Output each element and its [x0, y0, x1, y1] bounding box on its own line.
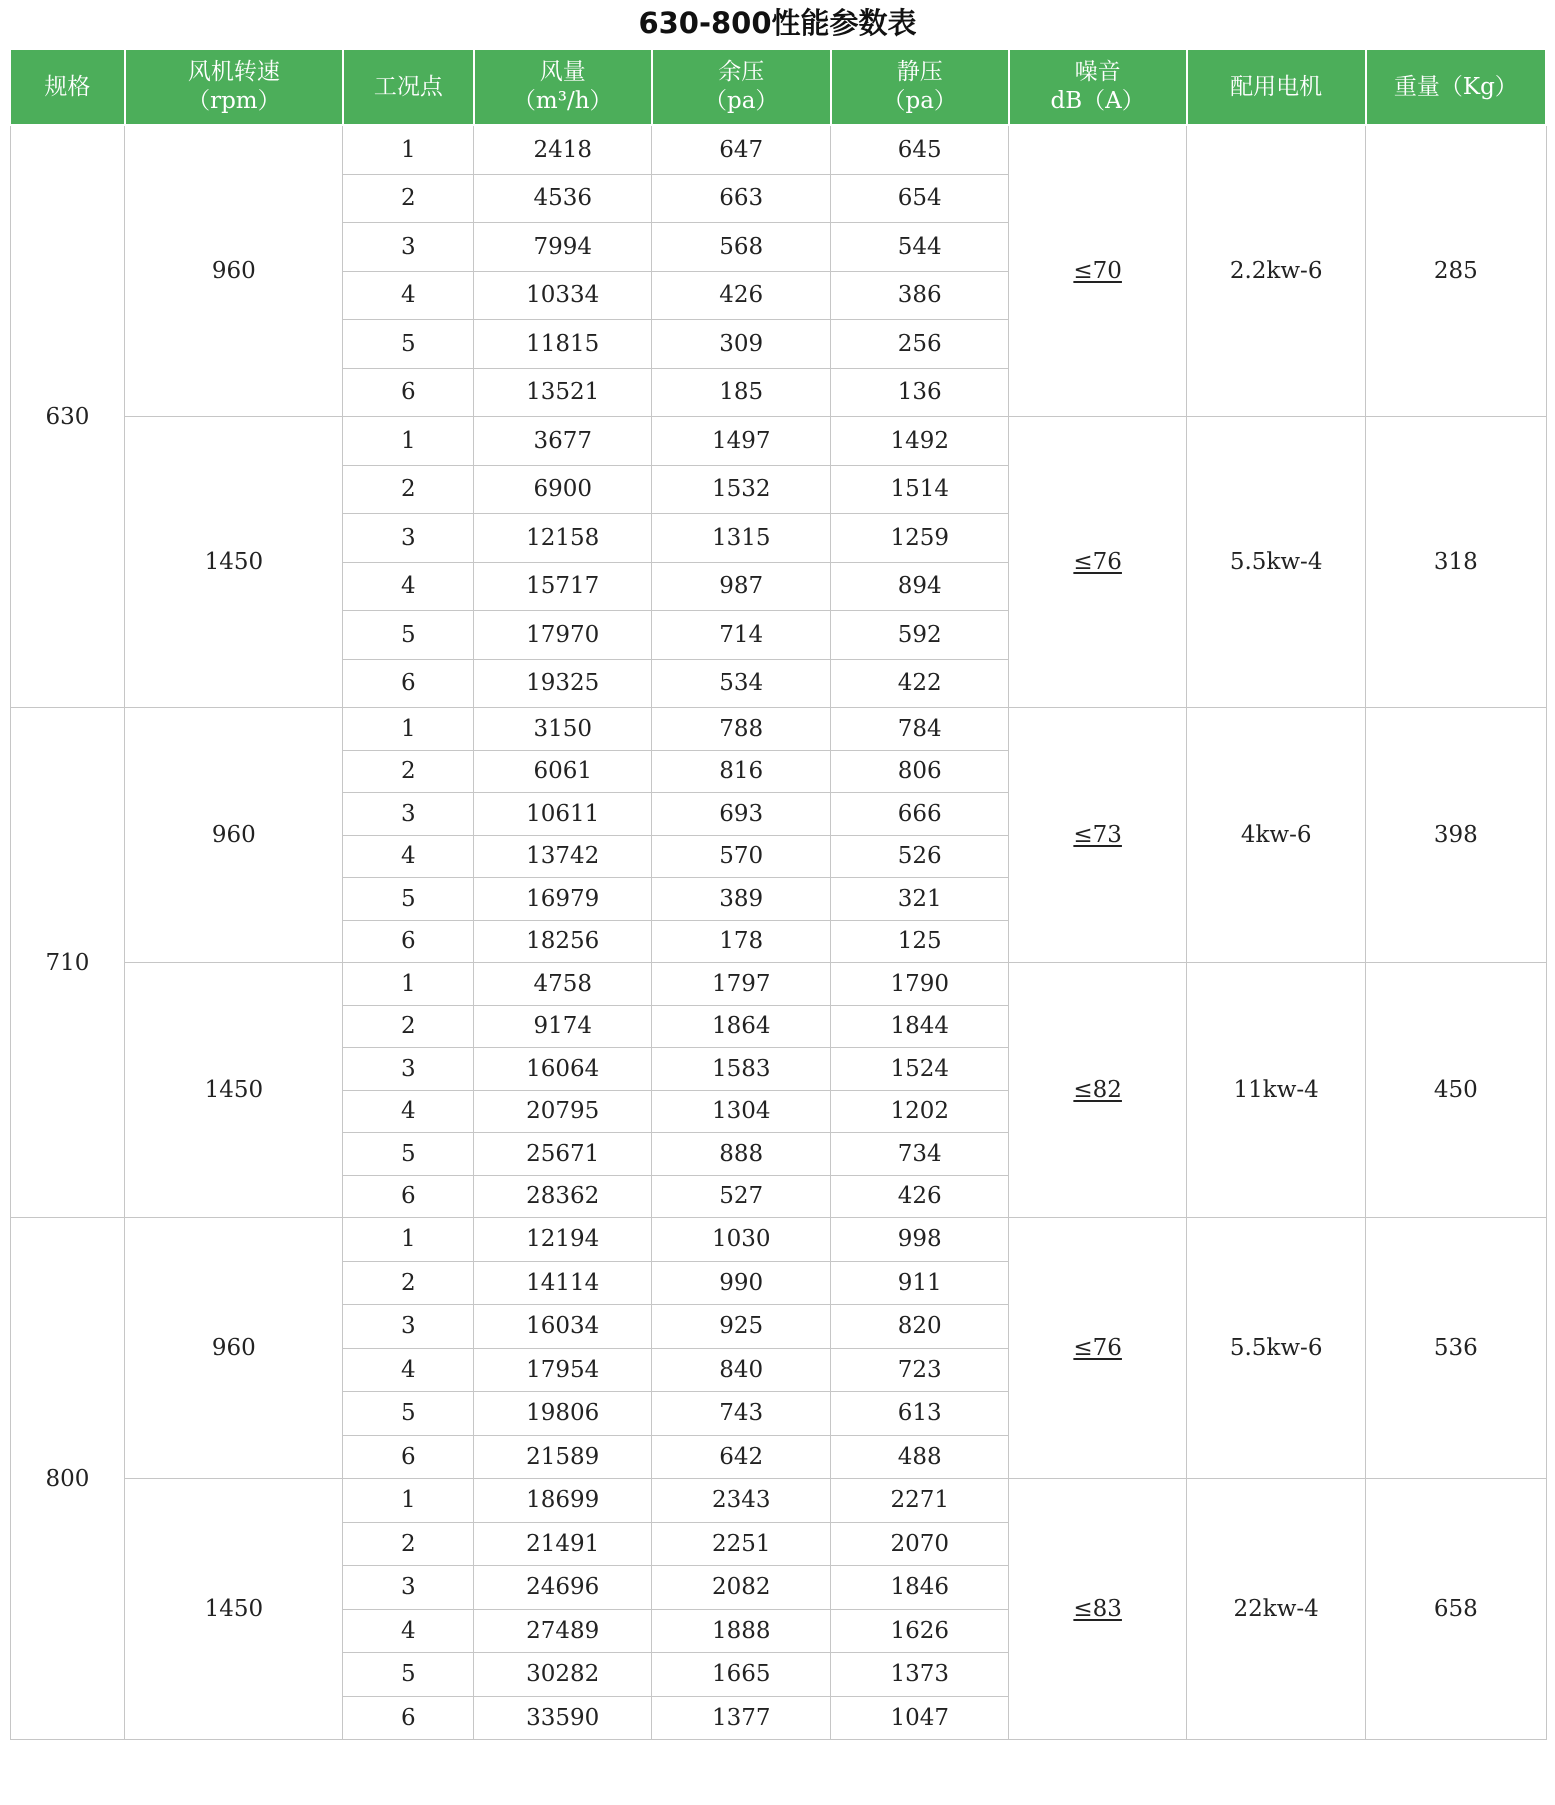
static-cell: 1492 — [831, 417, 1009, 466]
static-cell: 1524 — [831, 1048, 1009, 1091]
noise-cell: ≤70 — [1009, 125, 1187, 417]
flow-cell: 18699 — [474, 1479, 652, 1523]
header-noise — [1009, 49, 1187, 125]
flow-cell: 6061 — [474, 750, 652, 793]
noise-cell: ≤83 — [1009, 1479, 1187, 1740]
point-cell: 3 — [343, 1305, 474, 1349]
header-speed-unit: （rpm） — [187, 88, 281, 114]
weight-cell: 450 — [1366, 963, 1546, 1218]
point-cell: 4 — [343, 1090, 474, 1133]
point-cell: 5 — [343, 1392, 474, 1436]
static-cell: 256 — [831, 320, 1009, 369]
motor-cell: 2.2kw-6 — [1187, 125, 1366, 417]
weight-cell: 398 — [1366, 708, 1546, 963]
static-cell: 1844 — [831, 1005, 1009, 1048]
flow-cell: 12194 — [474, 1218, 652, 1262]
performance-table — [9, 48, 1547, 1740]
table-row — [10, 1218, 1546, 1262]
header-flow-unit: （m³/h） — [512, 88, 613, 114]
point-cell: 2 — [343, 1522, 474, 1566]
point-cell: 5 — [343, 1653, 474, 1697]
pressure-cell: 1864 — [652, 1005, 831, 1048]
static-cell: 820 — [831, 1305, 1009, 1349]
flow-cell: 28362 — [474, 1175, 652, 1218]
table-row — [10, 125, 1546, 174]
flow-cell: 21589 — [474, 1435, 652, 1479]
pressure-cell: 816 — [652, 750, 831, 793]
speed-cell: 1450 — [125, 963, 343, 1218]
flow-cell: 19325 — [474, 659, 652, 708]
static-cell: 2070 — [831, 1522, 1009, 1566]
pressure-cell: 1315 — [652, 514, 831, 563]
point-cell: 1 — [343, 1479, 474, 1523]
static-cell: 654 — [831, 174, 1009, 223]
flow-cell: 21491 — [474, 1522, 652, 1566]
pressure-cell: 714 — [652, 611, 831, 660]
point-cell: 6 — [343, 1696, 474, 1740]
point-cell: 2 — [343, 174, 474, 223]
table-header — [10, 49, 1546, 125]
pressure-cell: 1532 — [652, 465, 831, 514]
pressure-cell: 1665 — [652, 1653, 831, 1697]
speed-cell: 960 — [125, 1218, 343, 1479]
pressure-cell: 389 — [652, 878, 831, 921]
flow-cell: 33590 — [474, 1696, 652, 1740]
motor-cell: 4kw-6 — [1187, 708, 1366, 963]
static-cell: 386 — [831, 271, 1009, 320]
pressure-cell: 568 — [652, 223, 831, 272]
static-cell: 136 — [831, 368, 1009, 417]
header-pressure — [652, 49, 831, 125]
static-cell: 1846 — [831, 1566, 1009, 1610]
table-title: 630-800性能参数表 — [638, 6, 917, 40]
flow-cell: 4758 — [474, 963, 652, 1006]
point-cell: 3 — [343, 223, 474, 272]
static-cell: 666 — [831, 793, 1009, 836]
point-cell: 1 — [343, 1218, 474, 1262]
point-cell: 1 — [343, 963, 474, 1006]
pressure-cell: 570 — [652, 835, 831, 878]
pressure-cell: 309 — [652, 320, 831, 369]
pressure-cell: 743 — [652, 1392, 831, 1436]
spec-cell: 710 — [10, 708, 125, 1218]
weight-cell: 318 — [1366, 417, 1546, 708]
noise-cell: ≤76 — [1009, 1218, 1187, 1479]
motor-cell: 11kw-4 — [1187, 963, 1366, 1218]
pressure-cell: 1304 — [652, 1090, 831, 1133]
static-cell: 426 — [831, 1175, 1009, 1218]
header-motor: 配用电机 — [1187, 49, 1366, 125]
noise-cell: ≤82 — [1009, 963, 1187, 1218]
point-cell: 3 — [343, 1566, 474, 1610]
pressure-cell: 426 — [652, 271, 831, 320]
point-cell: 2 — [343, 1261, 474, 1305]
flow-cell: 10334 — [474, 271, 652, 320]
flow-cell: 17954 — [474, 1348, 652, 1392]
pressure-cell: 178 — [652, 920, 831, 963]
flow-cell: 27489 — [474, 1609, 652, 1653]
flow-cell: 25671 — [474, 1133, 652, 1176]
static-cell: 998 — [831, 1218, 1009, 1262]
point-cell: 3 — [343, 1048, 474, 1091]
pressure-cell: 1797 — [652, 963, 831, 1006]
point-cell: 1 — [343, 125, 474, 174]
point-cell: 4 — [343, 835, 474, 878]
flow-cell: 9174 — [474, 1005, 652, 1048]
flow-cell: 11815 — [474, 320, 652, 369]
flow-cell: 17970 — [474, 611, 652, 660]
point-cell: 6 — [343, 659, 474, 708]
static-cell: 321 — [831, 878, 1009, 921]
pressure-cell: 663 — [652, 174, 831, 223]
point-cell: 4 — [343, 1348, 474, 1392]
pressure-cell: 527 — [652, 1175, 831, 1218]
point-cell: 4 — [343, 271, 474, 320]
flow-cell: 14114 — [474, 1261, 652, 1305]
static-cell: 784 — [831, 708, 1009, 751]
motor-cell: 5.5kw-4 — [1187, 417, 1366, 708]
header-spec: 规格 — [10, 49, 125, 125]
table-row — [10, 1479, 1546, 1523]
spec-cell: 800 — [10, 1218, 125, 1740]
point-cell: 1 — [343, 417, 474, 466]
flow-cell: 3150 — [474, 708, 652, 751]
header-speed-label: 风机转速 — [187, 59, 280, 85]
static-cell: 1259 — [831, 514, 1009, 563]
point-cell: 6 — [343, 920, 474, 963]
static-cell: 592 — [831, 611, 1009, 660]
point-cell: 3 — [343, 514, 474, 563]
weight-cell: 285 — [1366, 125, 1546, 417]
weight-cell: 536 — [1366, 1218, 1546, 1479]
pressure-cell: 2343 — [652, 1479, 831, 1523]
header-point: 工况点 — [343, 49, 474, 125]
header-noise-unit: dB（A） — [1050, 88, 1145, 114]
point-cell: 4 — [343, 562, 474, 611]
point-cell: 5 — [343, 1133, 474, 1176]
spec-cell: 630 — [10, 125, 125, 708]
flow-cell: 24696 — [474, 1566, 652, 1610]
header-static-unit: （pa） — [882, 88, 957, 114]
motor-cell: 22kw-4 — [1187, 1479, 1366, 1740]
flow-cell: 10611 — [474, 793, 652, 836]
point-cell: 4 — [343, 1609, 474, 1653]
header-speed — [125, 49, 343, 125]
pressure-cell: 925 — [652, 1305, 831, 1349]
point-cell: 6 — [343, 1175, 474, 1218]
flow-cell: 18256 — [474, 920, 652, 963]
pressure-cell: 2251 — [652, 1522, 831, 1566]
flow-cell: 13742 — [474, 835, 652, 878]
header-noise-label: 噪音 — [1074, 59, 1121, 85]
point-cell: 2 — [343, 750, 474, 793]
motor-cell: 5.5kw-6 — [1187, 1218, 1366, 1479]
static-cell: 894 — [831, 562, 1009, 611]
static-cell: 723 — [831, 1348, 1009, 1392]
header-weight: 重量（Kg） — [1366, 49, 1546, 125]
flow-cell: 20795 — [474, 1090, 652, 1133]
header-pressure-label: 余压 — [718, 59, 765, 85]
point-cell: 5 — [343, 878, 474, 921]
flow-cell: 16064 — [474, 1048, 652, 1091]
pressure-cell: 788 — [652, 708, 831, 751]
static-cell: 422 — [831, 659, 1009, 708]
flow-cell: 3677 — [474, 417, 652, 466]
noise-cell: ≤73 — [1009, 708, 1187, 963]
pressure-cell: 1888 — [652, 1609, 831, 1653]
pressure-cell: 1497 — [652, 417, 831, 466]
header-flow-label: 风量 — [539, 59, 586, 85]
flow-cell: 19806 — [474, 1392, 652, 1436]
table-body — [10, 125, 1546, 1740]
static-cell: 911 — [831, 1261, 1009, 1305]
pressure-cell: 1377 — [652, 1696, 831, 1740]
static-cell: 613 — [831, 1392, 1009, 1436]
pressure-cell: 2082 — [652, 1566, 831, 1610]
point-cell: 1 — [343, 708, 474, 751]
static-cell: 1047 — [831, 1696, 1009, 1740]
flow-cell: 2418 — [474, 125, 652, 174]
static-cell: 544 — [831, 223, 1009, 272]
header-pressure-unit: （pa） — [704, 88, 779, 114]
flow-cell: 13521 — [474, 368, 652, 417]
flow-cell: 6900 — [474, 465, 652, 514]
noise-cell: ≤76 — [1009, 417, 1187, 708]
pressure-cell: 185 — [652, 368, 831, 417]
static-cell: 125 — [831, 920, 1009, 963]
header-static — [831, 49, 1009, 125]
flow-cell: 15717 — [474, 562, 652, 611]
static-cell: 1373 — [831, 1653, 1009, 1697]
pressure-cell: 990 — [652, 1261, 831, 1305]
static-cell: 1202 — [831, 1090, 1009, 1133]
static-cell: 806 — [831, 750, 1009, 793]
pressure-cell: 642 — [652, 1435, 831, 1479]
speed-cell: 1450 — [125, 1479, 343, 1740]
weight-cell: 658 — [1366, 1479, 1546, 1740]
pressure-cell: 1583 — [652, 1048, 831, 1091]
header-flow — [474, 49, 652, 125]
static-cell: 1790 — [831, 963, 1009, 1006]
speed-cell: 960 — [125, 708, 343, 963]
static-cell: 1514 — [831, 465, 1009, 514]
point-cell: 2 — [343, 465, 474, 514]
point-cell: 2 — [343, 1005, 474, 1048]
pressure-cell: 1030 — [652, 1218, 831, 1262]
point-cell: 6 — [343, 368, 474, 417]
pressure-cell: 840 — [652, 1348, 831, 1392]
point-cell: 5 — [343, 320, 474, 369]
point-cell: 5 — [343, 611, 474, 660]
flow-cell: 16034 — [474, 1305, 652, 1349]
table-row — [10, 417, 1546, 466]
speed-cell: 960 — [125, 125, 343, 417]
static-cell: 488 — [831, 1435, 1009, 1479]
static-cell: 526 — [831, 835, 1009, 878]
flow-cell: 16979 — [474, 878, 652, 921]
speed-cell: 1450 — [125, 417, 343, 708]
flow-cell: 7994 — [474, 223, 652, 272]
flow-cell: 12158 — [474, 514, 652, 563]
flow-cell: 30282 — [474, 1653, 652, 1697]
table-row — [10, 963, 1546, 1006]
point-cell: 3 — [343, 793, 474, 836]
pressure-cell: 693 — [652, 793, 831, 836]
point-cell: 6 — [343, 1435, 474, 1479]
pressure-cell: 534 — [652, 659, 831, 708]
flow-cell: 4536 — [474, 174, 652, 223]
header-static-label: 静压 — [896, 59, 943, 85]
static-cell: 734 — [831, 1133, 1009, 1176]
static-cell: 645 — [831, 125, 1009, 174]
static-cell: 1626 — [831, 1609, 1009, 1653]
static-cell: 2271 — [831, 1479, 1009, 1523]
pressure-cell: 987 — [652, 562, 831, 611]
table-row — [10, 708, 1546, 751]
pressure-cell: 647 — [652, 125, 831, 174]
pressure-cell: 888 — [652, 1133, 831, 1176]
